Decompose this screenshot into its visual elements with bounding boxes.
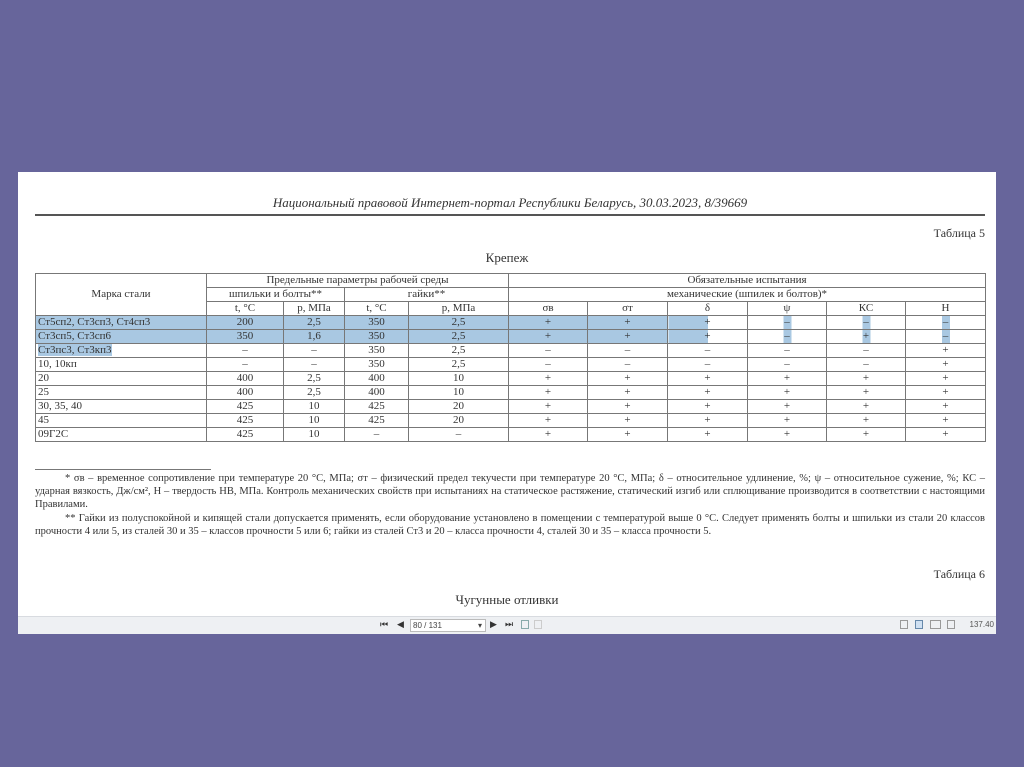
table-cell: + (748, 386, 827, 400)
header-params: Предельные параметры рабочей среды (207, 274, 509, 288)
table-cell: + (906, 372, 986, 386)
table-cell: + (827, 428, 906, 442)
table-cell: – (827, 344, 906, 358)
table-cell: 10 (409, 372, 509, 386)
subheader-cell: p, МПа (284, 302, 345, 316)
fit-width-icon[interactable] (947, 620, 955, 629)
footnote-1: * σв – временное сопротивление при температуре 20 °С, МПа; σт – физический предел текучести при температуре 20 °С, МПа; δ – относительное удлинение, %; ψ – относительное сужение, %; КС – ударная вязкость, Дж/см², Н – твердость НВ, МПа. Контроль механических свойств при испытаниях на статическое растяжение, статический изгиб или сплющивание производится в соответствии с настоящими Правилами. (35, 473, 985, 510)
two-page-icon[interactable] (930, 620, 941, 629)
table-cell: + (906, 400, 986, 414)
table-row (36, 428, 986, 442)
subheader-cell: ψ (748, 302, 827, 316)
steel-grade-cell: 09Г2С (36, 428, 207, 442)
subheader-cell: КС (827, 302, 906, 316)
table-row (36, 400, 986, 414)
table-cell: 10 (284, 414, 345, 428)
table-cell: – (284, 358, 345, 372)
table-cell: + (588, 372, 668, 386)
table-row (36, 330, 986, 344)
table-cell: + (906, 414, 986, 428)
table-cell: 200 (207, 316, 284, 330)
table-row (36, 372, 986, 386)
table-cell: – (827, 316, 906, 330)
subheader-cell: p, МПа (409, 302, 509, 316)
table-cell: + (668, 316, 748, 330)
table-cell: + (906, 344, 986, 358)
table-cell: – (748, 316, 827, 330)
table-cell: + (827, 330, 906, 344)
page-view-icon[interactable] (521, 620, 529, 629)
footnote-rule (35, 469, 211, 470)
table-cell: 425 (207, 400, 284, 414)
table-cell: 425 (207, 414, 284, 428)
table-cell: – (906, 330, 986, 344)
table-cell: + (748, 372, 827, 386)
table6-label: Таблица 6 (933, 567, 985, 581)
steel-grade-cell: 30, 35, 40 (36, 400, 207, 414)
continuous-page-icon[interactable] (915, 620, 923, 629)
table-cell: 10 (284, 400, 345, 414)
table-cell: + (668, 414, 748, 428)
table-cell: + (827, 386, 906, 400)
subheader-cell: t, °С (207, 302, 284, 316)
table5-title: Крепеж (485, 250, 529, 265)
steel-grade-cell: 10, 10кп (36, 358, 207, 372)
table-cell: 2,5 (409, 330, 509, 344)
table-cell: 10 (409, 386, 509, 400)
table-cell: + (588, 386, 668, 400)
table-cell: – (906, 316, 986, 330)
table-cell: 2,5 (284, 386, 345, 400)
subheader-cell: σт (588, 302, 668, 316)
header-nuts: гайки** (345, 288, 509, 302)
table-cell: + (906, 386, 986, 400)
subheader-cell: t, °С (345, 302, 409, 316)
table-cell: – (207, 344, 284, 358)
table-cell: 350 (345, 344, 409, 358)
table-cell: + (827, 400, 906, 414)
dropdown-icon[interactable]: ▾ (477, 621, 482, 630)
table-row (36, 358, 986, 372)
zoom-level[interactable]: 137.40 (969, 620, 994, 629)
table-cell: + (588, 316, 668, 330)
subheader-cell: δ (668, 302, 748, 316)
footnote-2: ** Гайки из полуспокойной и кипящей стали допускается применять, если оборудование установлено в помещении с температурой выше 0 °С. Следует применять болты и шпильки из стали 20 классов прочности 4 или 5, из сталей 30 и 35 – классов прочности 5 или 6; гайки из сталей Ст3 и 20 – класса прочности 4, сталей 30 и 35 – класса прочности 5. (35, 513, 985, 537)
table-cell: + (588, 400, 668, 414)
table-cell: + (668, 428, 748, 442)
table-cell: + (509, 386, 588, 400)
table6-title: Чугунные отливки (455, 592, 559, 607)
table-cell: 1,6 (284, 330, 345, 344)
table-cell: + (827, 372, 906, 386)
next-page-icon[interactable]: ▶ (490, 619, 497, 629)
table-cell: – (509, 344, 588, 358)
table-cell: + (906, 428, 986, 442)
table-cell: 350 (345, 330, 409, 344)
subheader-cell: σв (509, 302, 588, 316)
table-cell: – (748, 330, 827, 344)
table-cell: + (668, 330, 748, 344)
copy-icon[interactable] (534, 620, 542, 629)
table-cell: + (509, 414, 588, 428)
table-cell: + (748, 414, 827, 428)
table-cell: + (748, 428, 827, 442)
table-cell: + (509, 428, 588, 442)
header-grade: Марка стали (36, 274, 207, 316)
table-cell: 425 (207, 428, 284, 442)
table-cell: + (588, 414, 668, 428)
document-page (18, 172, 996, 616)
single-page-icon[interactable] (900, 620, 908, 629)
first-page-icon[interactable]: ⏮ (380, 619, 389, 629)
table-cell: 400 (345, 386, 409, 400)
table-cell: 2,5 (409, 316, 509, 330)
table-cell: + (588, 330, 668, 344)
table-row (36, 344, 986, 358)
table-row (36, 386, 986, 400)
table-cell: + (509, 316, 588, 330)
table-row (36, 316, 986, 330)
header-rule (35, 214, 985, 216)
table-cell: + (509, 400, 588, 414)
table-cell: + (509, 372, 588, 386)
table-cell: 350 (345, 316, 409, 330)
table-cell: – (409, 428, 509, 442)
table-cell: – (207, 358, 284, 372)
table-cell: – (284, 344, 345, 358)
steel-grade-cell: Ст5сп2, Ст3сп3, Ст4сп3 (36, 316, 207, 330)
table-cell: + (668, 400, 748, 414)
table-cell: 350 (207, 330, 284, 344)
table-cell: – (345, 428, 409, 442)
table-cell: + (509, 330, 588, 344)
fasteners-table (35, 273, 986, 442)
table-cell: + (748, 400, 827, 414)
table5-label: Таблица 5 (933, 226, 985, 240)
table-cell: 20 (409, 414, 509, 428)
selected-text: Ст3пс3, Ст3кп3 (38, 344, 112, 356)
table-row (36, 414, 986, 428)
table-cell: 350 (345, 358, 409, 372)
steel-grade-cell: Ст3сп5, Ст3сп6 (36, 330, 207, 344)
table-cell: – (588, 344, 668, 358)
header-bolts: шпильки и болты** (207, 288, 345, 302)
steel-grade-cell: 45 (36, 414, 207, 428)
table-cell: + (668, 372, 748, 386)
table-cell: 425 (345, 414, 409, 428)
steel-grade-cell (36, 344, 207, 358)
table-cell: – (588, 358, 668, 372)
page-number: 80 / 131 (413, 621, 442, 630)
table-cell: 2,5 (284, 316, 345, 330)
table-cell: 10 (284, 428, 345, 442)
table-cell: + (906, 358, 986, 372)
table-cell: 400 (207, 386, 284, 400)
table-cell: + (588, 428, 668, 442)
header-mech: механические (шпилек и болтов)* (509, 288, 986, 302)
table-cell: 2,5 (284, 372, 345, 386)
table-cell: 20 (409, 400, 509, 414)
table-cell: 2,5 (409, 358, 509, 372)
steel-grade-cell: 25 (36, 386, 207, 400)
table-cell: 2,5 (409, 344, 509, 358)
table-cell: 400 (207, 372, 284, 386)
table-cell: – (748, 358, 827, 372)
table-cell: + (827, 414, 906, 428)
header-tests: Обязательные испытания (509, 274, 986, 288)
last-page-icon[interactable]: ⏭ (505, 619, 514, 629)
table-cell: – (668, 344, 748, 358)
page-header: Национальный правовой Интернет-портал Республики Беларусь, 30.03.2023, 8/39669 (272, 195, 748, 210)
viewer-toolbar (18, 616, 996, 634)
page-number-input[interactable] (410, 619, 486, 632)
table-cell: – (748, 344, 827, 358)
steel-grade-cell: 20 (36, 372, 207, 386)
table-cell: 400 (345, 372, 409, 386)
table-cell: 425 (345, 400, 409, 414)
table-cell: + (668, 386, 748, 400)
table-cell: – (827, 358, 906, 372)
prev-page-icon[interactable]: ◀ (397, 619, 404, 629)
table-cell: – (509, 358, 588, 372)
table-cell: – (668, 358, 748, 372)
subheader-cell: Н (906, 302, 986, 316)
